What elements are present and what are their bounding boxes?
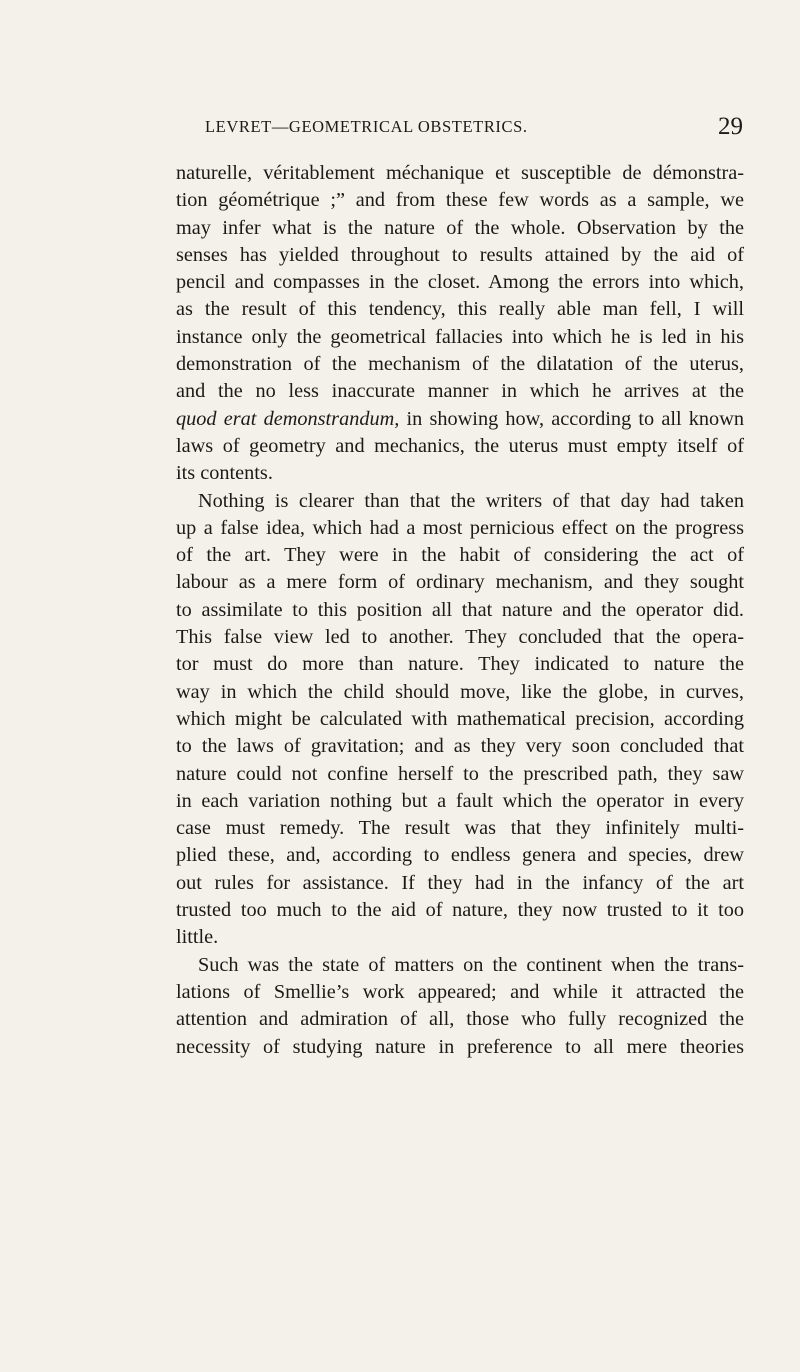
- running-head: LEVRET—GEOMETRICAL OBSTETRICS.: [205, 117, 528, 136]
- italic-phrase: quod erat demonstrandum,: [176, 407, 400, 430]
- text-line: senses has yielded throughout to results attained by the aid of: [176, 243, 744, 266]
- text-line: may infer what is the nature of the whole. Observation by the: [176, 216, 744, 239]
- text-line-with-italic: [176, 406, 744, 433]
- text-line: and the no less inaccurate manner in which he arrives at the: [176, 380, 744, 403]
- text-line: attention and admiration of all, those who fully recognized the: [176, 1008, 744, 1031]
- text-line: tion géométrique ;” and from these few words as a sample, we: [176, 189, 744, 212]
- text-line: case must remedy. The result was that they infinitely multi-: [176, 817, 744, 840]
- text-line: This false view led to another. They concluded that the opera-: [176, 626, 744, 649]
- text-line: laws of geometry and mechanics, the uterus must empty itself of: [176, 434, 744, 457]
- text-line: labour as a mere form of ordinary mechanism, and they sought: [176, 571, 744, 594]
- line-continuation: in showing how, according to all known: [399, 407, 744, 430]
- text-line: to the laws of gravitation; and as they very soon concluded that: [176, 735, 744, 758]
- text-line: of the art. They were in the habit of considering the act of: [176, 544, 744, 567]
- text-line: trusted too much to the aid of nature, they now trusted to it too: [176, 899, 744, 922]
- paragraph-end-line: little.: [176, 926, 219, 949]
- paragraph-start-line: Nothing is clearer than that the writers of that day had taken: [198, 489, 744, 512]
- page-number: 29: [718, 113, 743, 140]
- text-line: in each variation nothing but a fault which the operator in every: [176, 789, 744, 812]
- paragraph-start-line: Such was the state of matters on the continent when the trans-: [198, 953, 744, 976]
- text-line: pencil and compasses in the closet. Among the errors into which,: [176, 271, 744, 294]
- text-line: which might be calculated with mathematical precision, according: [176, 707, 744, 730]
- text-line: plied these, and, according to endless genera and species, drew: [176, 844, 744, 867]
- text-line: necessity of studying nature in preference to all mere theories: [176, 1035, 744, 1058]
- text-line: way in which the child should move, like the globe, in curves,: [176, 680, 744, 703]
- body-text: [176, 160, 744, 1061]
- text-line: demonstration of the mechanism of the dilatation of the uterus,: [176, 353, 744, 376]
- text-line: as the result of this tendency, this really able man fell, I will: [176, 298, 744, 321]
- text-line: lations of Smellie’s work appeared; and while it attracted the: [176, 980, 744, 1003]
- page-header: [175, 113, 743, 143]
- text-line: nature could not confine herself to the prescribed path, they saw: [176, 762, 744, 785]
- text-line: tor must do more than nature. They indicated to nature the: [176, 653, 744, 676]
- text-line: out rules for assistance. If they had in the infancy of the art: [176, 871, 744, 894]
- text-line: naturelle, véritablement méchanique et susceptible de démonstra-: [176, 162, 744, 184]
- paragraph-end-line: its contents.: [176, 462, 273, 485]
- text-line: up a false idea, which had a most pernicious effect on the progress: [176, 516, 744, 539]
- text-line: to assimilate to this position all that nature and the operator did.: [176, 598, 744, 621]
- text-line: instance only the geometrical fallacies into which he is led in his: [176, 325, 744, 348]
